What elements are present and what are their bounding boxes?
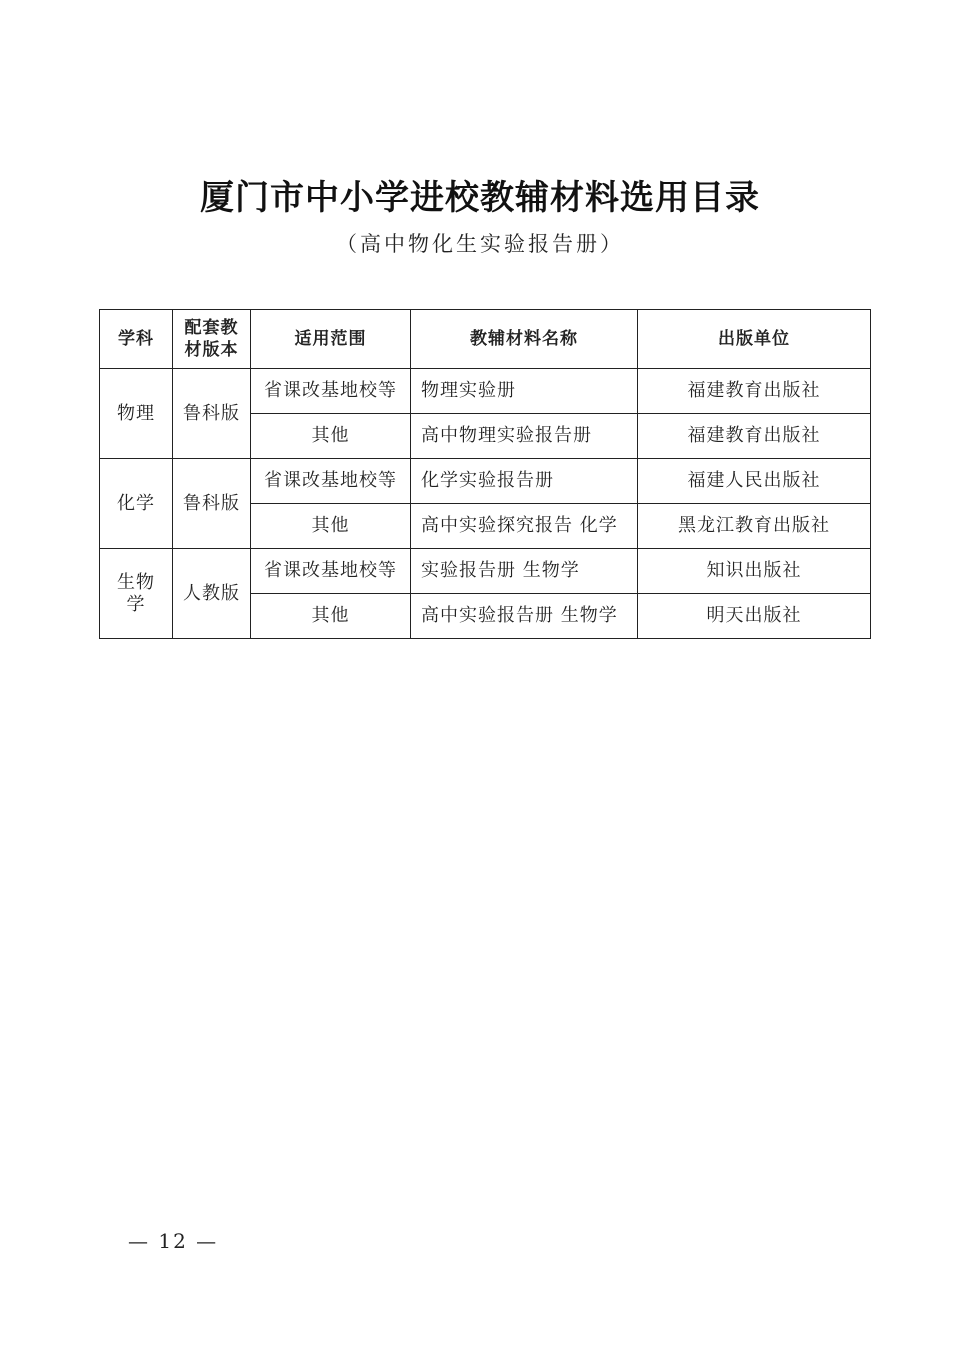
scope-cell: 省课改基地校等	[251, 459, 411, 504]
material-name-cell: 高中物理实验报告册	[411, 414, 638, 459]
page-number: — 12 —	[128, 1229, 219, 1253]
header-scope: 适用范围	[251, 310, 411, 369]
scope-cell: 其他	[251, 414, 411, 459]
table-row	[100, 459, 871, 504]
edition-cell: 鲁科版	[173, 459, 251, 549]
header-subject: 学科	[100, 310, 173, 369]
header-material-name: 教辅材料名称	[411, 310, 638, 369]
table-row	[100, 369, 871, 414]
publisher-cell: 福建人民出版社	[638, 459, 871, 504]
subject-cell: 生物学	[100, 549, 173, 639]
publisher-cell: 黑龙江教育出版社	[638, 504, 871, 549]
material-name-cell: 化学实验报告册	[411, 459, 638, 504]
publisher-cell: 福建教育出版社	[638, 369, 871, 414]
material-name-cell: 高中实验报告册 生物学	[411, 594, 638, 639]
scope-cell: 其他	[251, 594, 411, 639]
catalog-table	[99, 309, 871, 639]
material-name-cell: 物理实验册	[411, 369, 638, 414]
publisher-cell: 知识出版社	[638, 549, 871, 594]
scope-cell: 其他	[251, 504, 411, 549]
material-name-cell: 实验报告册 生物学	[411, 549, 638, 594]
edition-cell: 人教版	[173, 549, 251, 639]
scope-cell: 省课改基地校等	[251, 369, 411, 414]
subject-cell: 物理	[100, 369, 173, 459]
header-publisher: 出版单位	[638, 310, 871, 369]
header-edition: 配套教材版本	[173, 310, 251, 369]
publisher-cell: 福建教育出版社	[638, 414, 871, 459]
scope-cell: 省课改基地校等	[251, 549, 411, 594]
publisher-cell: 明天出版社	[638, 594, 871, 639]
table-row	[100, 549, 871, 594]
edition-cell: 鲁科版	[173, 369, 251, 459]
document-title: 厦门市中小学进校教辅材料选用目录	[200, 178, 760, 218]
table-header-row	[100, 310, 871, 369]
subject-cell: 化学	[100, 459, 173, 549]
material-name-cell: 高中实验探究报告 化学	[411, 504, 638, 549]
document-subtitle: （高中物化生实验报告册）	[336, 232, 624, 256]
